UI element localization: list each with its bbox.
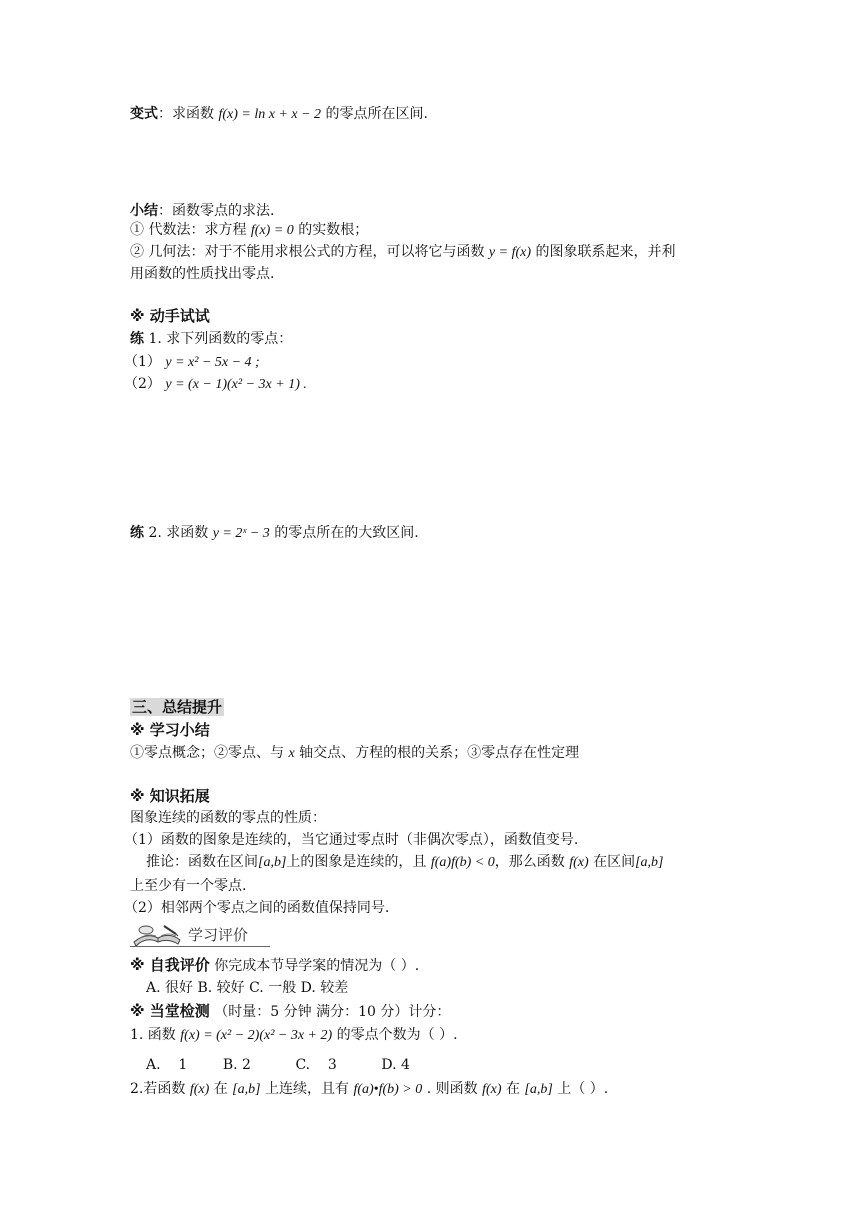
summary-item-3: 用函数的性质找出零点.	[130, 266, 275, 282]
variant-label: 变式	[130, 106, 158, 122]
extension-line-5: （2）相邻两个零点之间的函数值保持同号.	[124, 900, 390, 916]
practice-q1-a: （1） y = x² − 5x − 4 ;	[124, 354, 260, 370]
extension-line-2: （1）函数的图象是连续的，当它通过零点时（非偶次零点），函数值变号.	[124, 832, 579, 848]
quiz-q1-options: A. 1 B. 2 C. 3 D. 4	[146, 1057, 410, 1073]
practice-q1-b: （2） y = (x − 1)(x² − 3x + 1) .	[124, 376, 307, 392]
practice-heading: ※ 动手试试	[130, 307, 210, 325]
extension-line-4: 上至少有一个零点.	[130, 878, 247, 894]
quiz-q2: 2.若函数 f(x) 在 [a,b] 上连续，且有 f(a)•f(b) > 0 . 则函数 f(x) 在 [a,b] 上（ ）.	[130, 1081, 609, 1097]
book-pen-icon	[130, 922, 184, 948]
summary-item-2: ② 几何法：对于不能用求根公式的方程，可以将它与函数 y = f(x) 的图象联系起来，并利	[130, 244, 676, 260]
evaluation-banner-underline	[130, 946, 270, 947]
practice-q1: 练 1. 求下列函数的零点：	[130, 331, 293, 347]
variant-formula: f(x) = ln x + x − 2	[218, 107, 322, 122]
summary-title: 小结：函数零点的求法.	[130, 203, 275, 219]
quiz-q1: 1. 函数 f(x) = (x² − 2)(x² − 3x + 2) 的零点个数为（ ）.	[130, 1027, 458, 1043]
quiz-heading-line: ※ 当堂检测 （时量：5 分钟 满分：10 分）计分：	[130, 1002, 451, 1020]
study-summary-heading: ※ 学习小结	[130, 721, 210, 739]
extension-heading: ※ 知识拓展	[130, 787, 210, 805]
practice-q2: 练 2. 求函数 y = 2ˣ − 3 的零点所在的大致区间.	[130, 525, 419, 541]
self-eval-line: ※ 自我评价 你完成本节导学案的情况为（ ）.	[130, 956, 420, 974]
extension-line-3: 推论：函数在区间[a,b]上的图象是连续的，且 f(a)f(b) < 0，那么函数 f(x) 在区间[a,b]	[146, 854, 664, 870]
self-eval-options: A. 很好 B. 较好 C. 一般 D. 较差	[146, 980, 349, 996]
evaluation-banner: 学习评价	[130, 922, 270, 948]
summary-item-1: ① 代数法：求方程 f(x) = 0 的实数根；	[130, 222, 369, 238]
study-summary-text: ①零点概念；②零点、与 x 轴交点、方程的根的关系；③零点存在性定理	[130, 745, 580, 761]
extension-line-1: 图象连续的函数的零点的性质：	[130, 810, 326, 826]
section3-title: 三、总结提升	[132, 698, 223, 716]
variant-line: 变式：求函数 f(x) = ln x + x − 2 的零点所在区间.	[130, 106, 428, 122]
